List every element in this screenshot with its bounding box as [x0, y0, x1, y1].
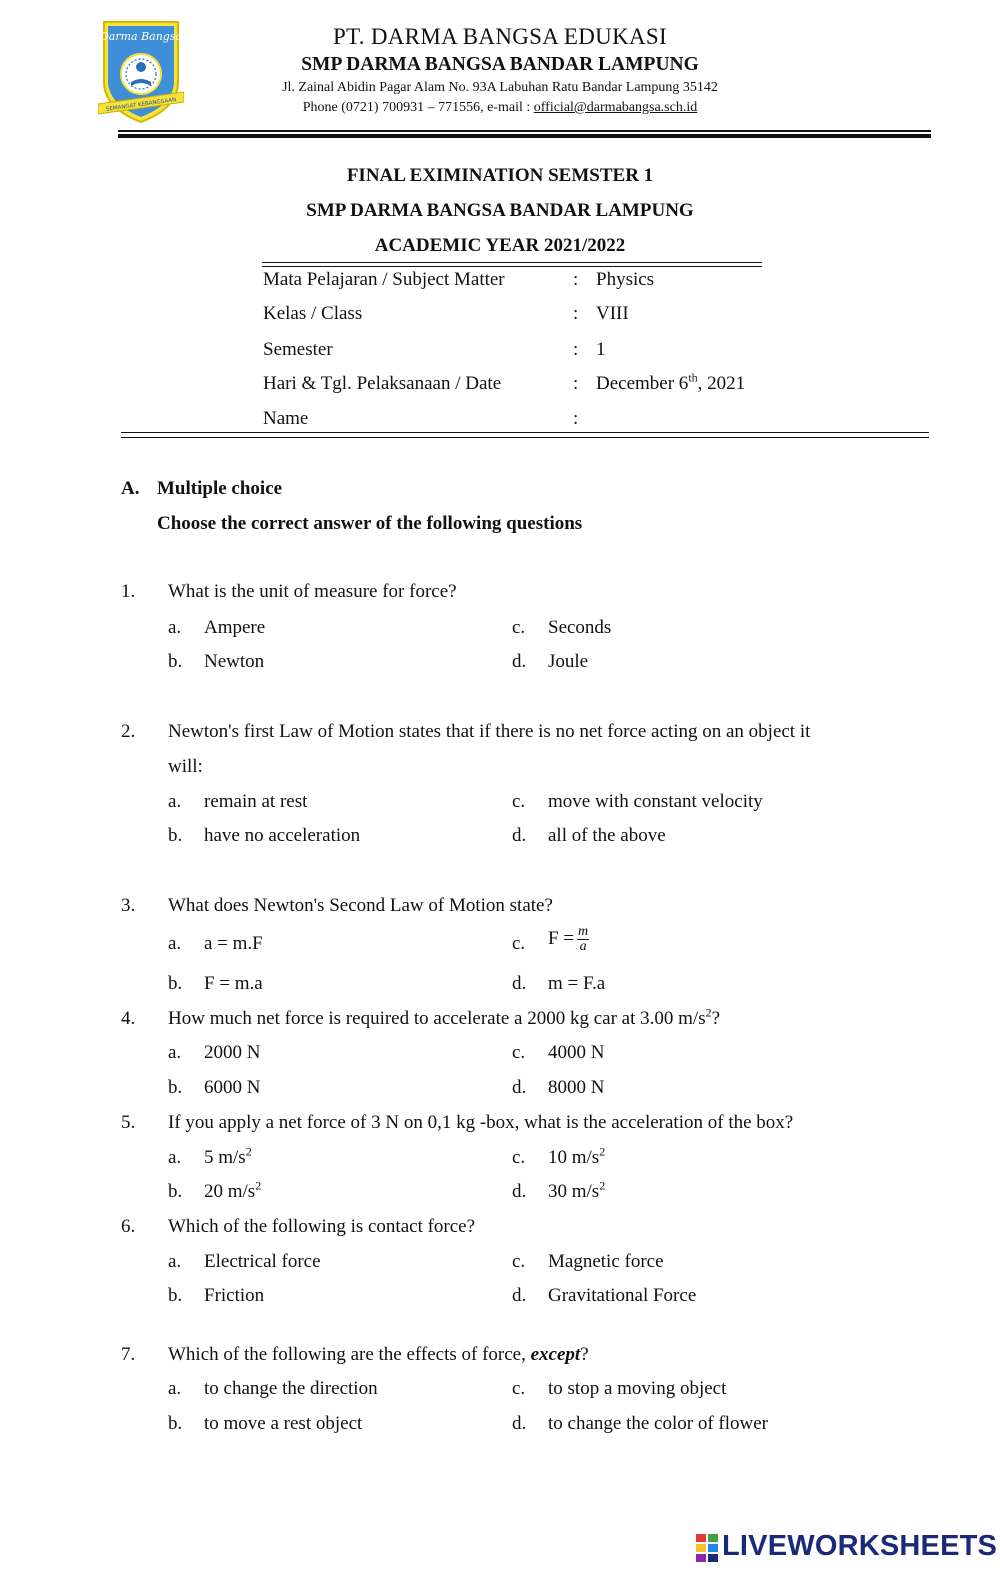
letterhead-rule-thin	[118, 130, 931, 132]
option-letter: b.	[168, 1077, 183, 1098]
liveworksheets-logo-icon	[696, 1534, 718, 1562]
info-colon: :	[573, 373, 579, 394]
info-rule-bottom	[121, 432, 929, 433]
option-letter: c.	[512, 1147, 526, 1168]
info-rule-top	[262, 266, 762, 267]
info-value: 1	[596, 339, 606, 360]
option-text[interactable]: to stop a moving object	[548, 1378, 727, 1399]
option-value: 30 m/s	[548, 1181, 600, 1202]
option-text[interactable]	[548, 925, 589, 954]
info-colon: :	[573, 303, 579, 324]
option-text[interactable]: Seconds	[548, 617, 612, 638]
question-number: 4.	[121, 1008, 136, 1029]
letterhead-rule-thick	[118, 134, 931, 138]
option-text[interactable]: F = m.a	[204, 973, 263, 994]
date-ordinal: th	[688, 370, 698, 385]
fraction-denominator: a	[579, 939, 587, 954]
info-value: VIII	[596, 303, 629, 324]
option-text[interactable]: Ampere	[204, 617, 266, 638]
option-letter: d.	[512, 973, 527, 994]
option-text[interactable]: 6000 N	[204, 1077, 261, 1098]
superscript: 2	[255, 1178, 262, 1193]
school-contact	[150, 100, 850, 116]
question-text: If you apply a net force of 3 N on 0,1 kg -box, what is the acceleration of the box?	[168, 1112, 794, 1133]
question-number: 7.	[121, 1344, 136, 1365]
option-letter: c.	[512, 617, 526, 638]
question-number: 2.	[121, 721, 136, 742]
option-text[interactable]: Joule	[548, 651, 589, 672]
info-row-name	[263, 408, 783, 438]
option-letter: a.	[168, 1378, 182, 1399]
logo-wordmark: Darma Bangsa	[99, 30, 183, 43]
phone-text: Phone (0721) 700931 – 771556, e-mail :	[302, 100, 534, 115]
option-text[interactable]	[204, 1144, 252, 1169]
option-text[interactable]: 4000 N	[548, 1042, 605, 1063]
option-letter: a.	[168, 617, 182, 638]
option-letter: a.	[168, 791, 182, 812]
info-rule-top	[262, 262, 762, 263]
liveworksheets-brand[interactable]: LIVEWORKSHEETS	[722, 1530, 998, 1562]
school-name: SMP DARMA BANGSA BANDAR LAMPUNG	[301, 54, 699, 75]
option-letter: a.	[168, 1251, 182, 1272]
option-letter: d.	[512, 825, 527, 846]
question-text-main: How much net force is required to accelerate a 2000 kg car at 3.00 m/s	[168, 1008, 706, 1029]
option-value: 20 m/s	[204, 1181, 256, 1202]
question-number: 1.	[121, 581, 136, 602]
info-row-subject	[263, 269, 783, 299]
question-text: What does Newton's Second Law of Motion state?	[168, 895, 553, 916]
option-letter: a.	[168, 933, 182, 954]
info-colon: :	[573, 408, 579, 429]
option-letter: b.	[168, 1413, 183, 1434]
question-text	[168, 1001, 868, 1036]
info-colon: :	[573, 269, 579, 290]
option-letter: c.	[512, 1042, 526, 1063]
option-text[interactable]: have no acceleration	[204, 825, 361, 846]
section-letter: A.	[121, 478, 140, 499]
info-label: Kelas / Class	[263, 303, 363, 324]
option-text[interactable]	[204, 1178, 262, 1203]
option-text[interactable]: to move a rest object	[204, 1413, 363, 1434]
option-letter: d.	[512, 1413, 527, 1434]
superscript: 2	[245, 1144, 252, 1159]
formula-fraction	[577, 925, 589, 954]
superscript: 2	[599, 1144, 606, 1159]
date-text: December 6	[596, 373, 689, 394]
option-text[interactable]: Electrical force	[204, 1251, 321, 1272]
option-value: 10 m/s	[548, 1147, 600, 1168]
question-number: 3.	[121, 895, 136, 916]
logo-ribbon-text: SEMANGAT KEBANGSAAN	[105, 97, 177, 113]
option-letter: b.	[168, 1181, 183, 1202]
exam-school: SMP DARMA BANGSA BANDAR LAMPUNG	[306, 200, 694, 221]
option-letter: d.	[512, 1285, 527, 1306]
superscript: 2	[599, 1178, 606, 1193]
option-letter: d.	[512, 1077, 527, 1098]
option-text[interactable]: to change the color of flower	[548, 1413, 768, 1434]
question-text: What is the unit of measure for force?	[168, 581, 457, 602]
option-text[interactable]: all of the above	[548, 825, 666, 846]
option-text[interactable]: Gravitational Force	[548, 1285, 697, 1306]
option-letter: b.	[168, 651, 183, 672]
company-name: PT. DARMA BANGSA EDUKASI	[333, 24, 667, 49]
exam-title: FINAL EXIMINATION SEMSTER 1	[346, 165, 654, 186]
email-link[interactable]: official@darmabangsa.sch.id	[533, 100, 698, 115]
info-value: Physics	[596, 269, 655, 290]
section-instruction: Choose the correct answer of the following questions	[157, 513, 583, 534]
option-letter: c.	[512, 933, 526, 954]
option-letter: a.	[168, 1147, 182, 1168]
option-text[interactable]: Magnetic force	[548, 1251, 664, 1272]
option-text[interactable]	[548, 1144, 606, 1169]
info-row-semester	[263, 339, 783, 369]
exam-year: ACADEMIC YEAR 2021/2022	[374, 235, 626, 256]
option-text[interactable]: Newton	[204, 651, 265, 672]
question-mark: ?	[580, 1344, 589, 1365]
option-text[interactable]: to change the direction	[204, 1378, 378, 1399]
option-text[interactable]: 8000 N	[548, 1077, 605, 1098]
question-text: Newton's first Law of Motion states that if there is no net force acting on an object it	[168, 721, 811, 742]
option-text[interactable]: remain at rest	[204, 791, 308, 812]
date-year: , 2021	[697, 373, 746, 394]
formula-lhs: F =	[548, 927, 575, 949]
option-letter: b.	[168, 825, 183, 846]
option-letter: c.	[512, 791, 526, 812]
option-letter: b.	[168, 973, 183, 994]
info-row-class	[263, 303, 783, 333]
option-text[interactable]: 2000 N	[204, 1042, 261, 1063]
info-label: Name	[263, 408, 309, 429]
option-letter: c.	[512, 1378, 526, 1399]
option-text[interactable]: m = F.a	[548, 973, 606, 994]
info-label: Mata Pelajaran / Subject Matter	[263, 269, 505, 290]
question-text-main: Which of the following are the effects of force,	[168, 1344, 531, 1365]
option-value: 5 m/s	[204, 1147, 246, 1168]
option-letter: d.	[512, 651, 527, 672]
school-address: Jl. Zainal Abidin Pagar Alam No. 93A Labuhan Ratu Bandar Lampung 35142	[282, 80, 718, 95]
fraction-numerator: m	[578, 924, 589, 939]
info-row-date	[263, 370, 783, 403]
option-letter: c.	[512, 1251, 526, 1272]
option-text[interactable]	[548, 1178, 606, 1203]
option-text[interactable]: Friction	[204, 1285, 265, 1306]
superscript: 2	[705, 1005, 712, 1020]
question-text-continued: will:	[168, 756, 203, 777]
question-text	[168, 1337, 868, 1372]
info-colon: :	[573, 339, 579, 360]
info-value	[596, 370, 746, 395]
info-label: Semester	[263, 339, 333, 360]
question-number: 6.	[121, 1216, 136, 1237]
question-number: 5.	[121, 1112, 136, 1133]
question-text: Which of the following is contact force?	[168, 1216, 476, 1237]
option-letter: b.	[168, 1285, 183, 1306]
emphasis-except: except	[530, 1344, 581, 1365]
option-letter: a.	[168, 1042, 182, 1063]
question-mark: ?	[711, 1008, 721, 1029]
option-letter: d.	[512, 1181, 527, 1202]
section-title: Multiple choice	[157, 478, 283, 499]
option-text[interactable]: a = m.F	[204, 933, 263, 954]
info-label: Hari & Tgl. Pelaksanaan / Date	[263, 373, 502, 394]
info-rule-bottom	[121, 437, 929, 438]
option-text[interactable]: move with constant velocity	[548, 791, 763, 812]
